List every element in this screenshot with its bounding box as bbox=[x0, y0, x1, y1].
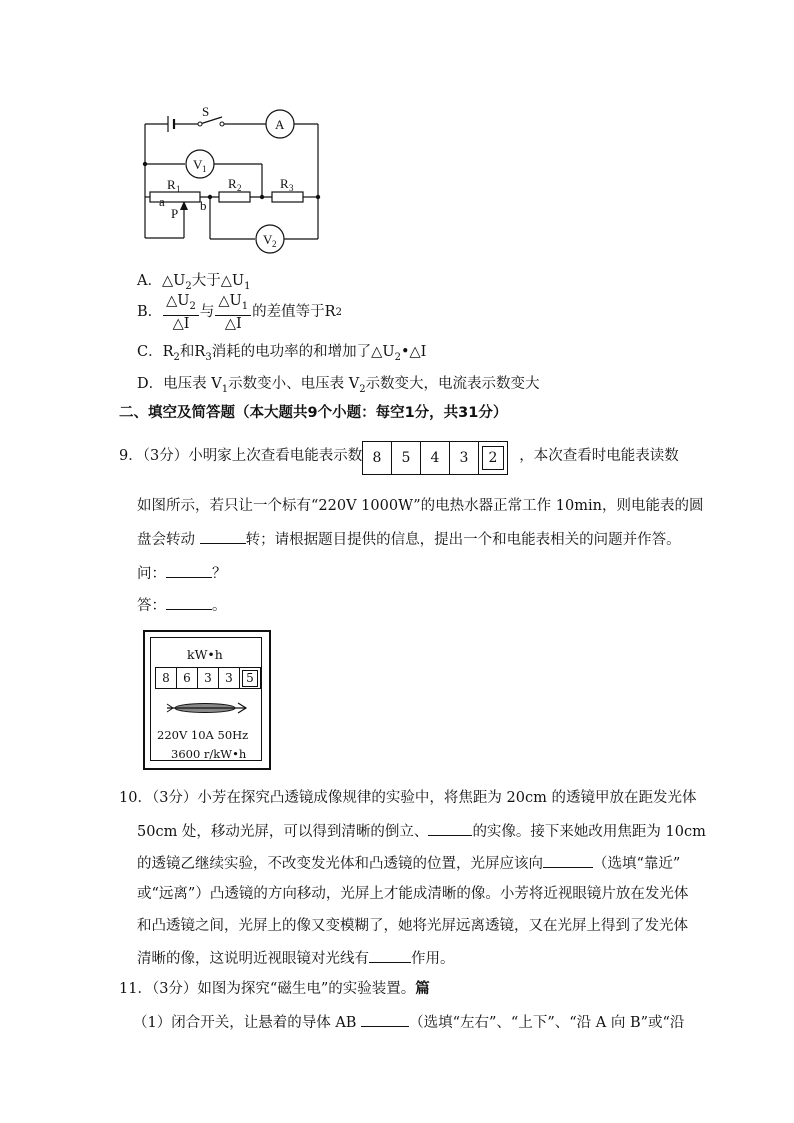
svg-text:1: 1 bbox=[202, 164, 207, 174]
meter-reading: 8 6 3 3 5 bbox=[155, 667, 261, 689]
r2-resistor bbox=[219, 192, 250, 202]
svg-text:1: 1 bbox=[176, 184, 181, 194]
circuit-diagram bbox=[0, 0, 794, 260]
q10-line3: 的透镜乙继续实验，不改变发光体和凸透镜的位置，光屏应该向 （选填“靠近” bbox=[137, 852, 680, 874]
blank-answer[interactable] bbox=[166, 594, 212, 610]
previous-meter-reading: 8 5 4 3 2 bbox=[362, 441, 508, 475]
q11-line1: 11．（3分）如图为探究“磁生电”的实验装置。篇 bbox=[119, 980, 430, 997]
r1-label: R bbox=[167, 177, 176, 192]
v1-label: V bbox=[193, 157, 203, 172]
meter-unit: kW•h bbox=[187, 647, 223, 662]
blank-lens-effect[interactable] bbox=[369, 947, 411, 963]
q9-question: 问： ？ bbox=[137, 562, 227, 584]
q11-line2: （1）闭合开关，让悬着的导体 AB （选填“左右”、“上下”、“沿 A 向 B”或“沿 bbox=[133, 1011, 684, 1033]
switch-label: S bbox=[202, 104, 210, 119]
section-heading: 二、填空及简答题（本大题共9个小题：每空1分，共31分） bbox=[119, 405, 508, 421]
ammeter-label: A bbox=[275, 117, 285, 132]
svg-text:2: 2 bbox=[237, 183, 242, 193]
blank-motion[interactable] bbox=[361, 1011, 409, 1027]
option-a: A．$\triangle U_2$大于$\triangle U_1$ bbox=[137, 273, 251, 292]
option-d: D．电压表 $V_1$示数变小、电压表 $V_2$示数变大，电流表示数变大 bbox=[137, 376, 540, 395]
q10-line4: 或“远离”）凸透镜的方向移动，光屏上才能成清晰的像。小芳将近视眼镜片放在发光体 bbox=[137, 886, 689, 902]
r3-resistor bbox=[272, 192, 303, 202]
terminal-a-label: a bbox=[159, 194, 165, 209]
v2-label: V bbox=[263, 232, 273, 247]
blank-question[interactable] bbox=[166, 562, 212, 578]
q10-line5: 和凸透镜之间，光屏上的像又变模糊了，她将光屏远离透镜，又在光屏上得到了发光体 bbox=[137, 918, 688, 934]
meter-disc-icon bbox=[165, 698, 249, 718]
q10-line1: 10．（3分）小芳在探究凸透镜成像规律的实验中，将焦距为 20cm 的透镜甲放在距发光体 bbox=[119, 790, 697, 806]
option-b: B． $\frac{\triangle U_2}{\triangle I}$ 与 $\frac{\triangle U_1}{\triangle I}$ 的差值等于R 2 bbox=[137, 293, 342, 332]
meter-spec: 220V 10A 50Hz bbox=[157, 728, 249, 742]
svg-text:2: 2 bbox=[272, 239, 277, 249]
option-c: C．$R_2$和$R_3$消耗的电功率的和增加了$\triangle U_2•\triangle I$ bbox=[137, 344, 427, 363]
svg-text:3: 3 bbox=[289, 183, 294, 193]
electric-meter-figure bbox=[143, 630, 271, 770]
blank-image-type[interactable] bbox=[428, 820, 472, 836]
q9-line3: 盘会转动 转；请根据题目提供的信息，提出一个和电能表相关的问题并作答。 bbox=[137, 528, 681, 550]
q10-line2: 50cm 处，移动光屏，可以得到清晰的倒立、 的实像。接下来她改用焦距为 10cm bbox=[137, 820, 706, 842]
q9-line2: 如图所示，若只让一个标有“220V 1000W”的电热水器正常工作 10min，则电能表的圆 bbox=[137, 498, 704, 514]
r1-rheostat bbox=[150, 192, 200, 202]
q10-line6: 清晰的像，这说明近视眼镜对光线有 作用。 bbox=[137, 947, 455, 969]
q9-answer: 答： 。 bbox=[137, 594, 227, 616]
q9-line1: 9．（3分）小明家上次查看电能表示数 ，本次查看时电能表读数 bbox=[119, 448, 679, 464]
blank-direction[interactable] bbox=[543, 852, 593, 868]
r2-label: R bbox=[228, 176, 237, 191]
slider-p-label: P bbox=[171, 206, 179, 221]
blank-revolutions[interactable] bbox=[200, 528, 246, 544]
meter-revolutions: 3600 r/kW•h bbox=[171, 747, 247, 761]
r3-label: R bbox=[280, 176, 289, 191]
terminal-b-label: b bbox=[200, 198, 207, 213]
